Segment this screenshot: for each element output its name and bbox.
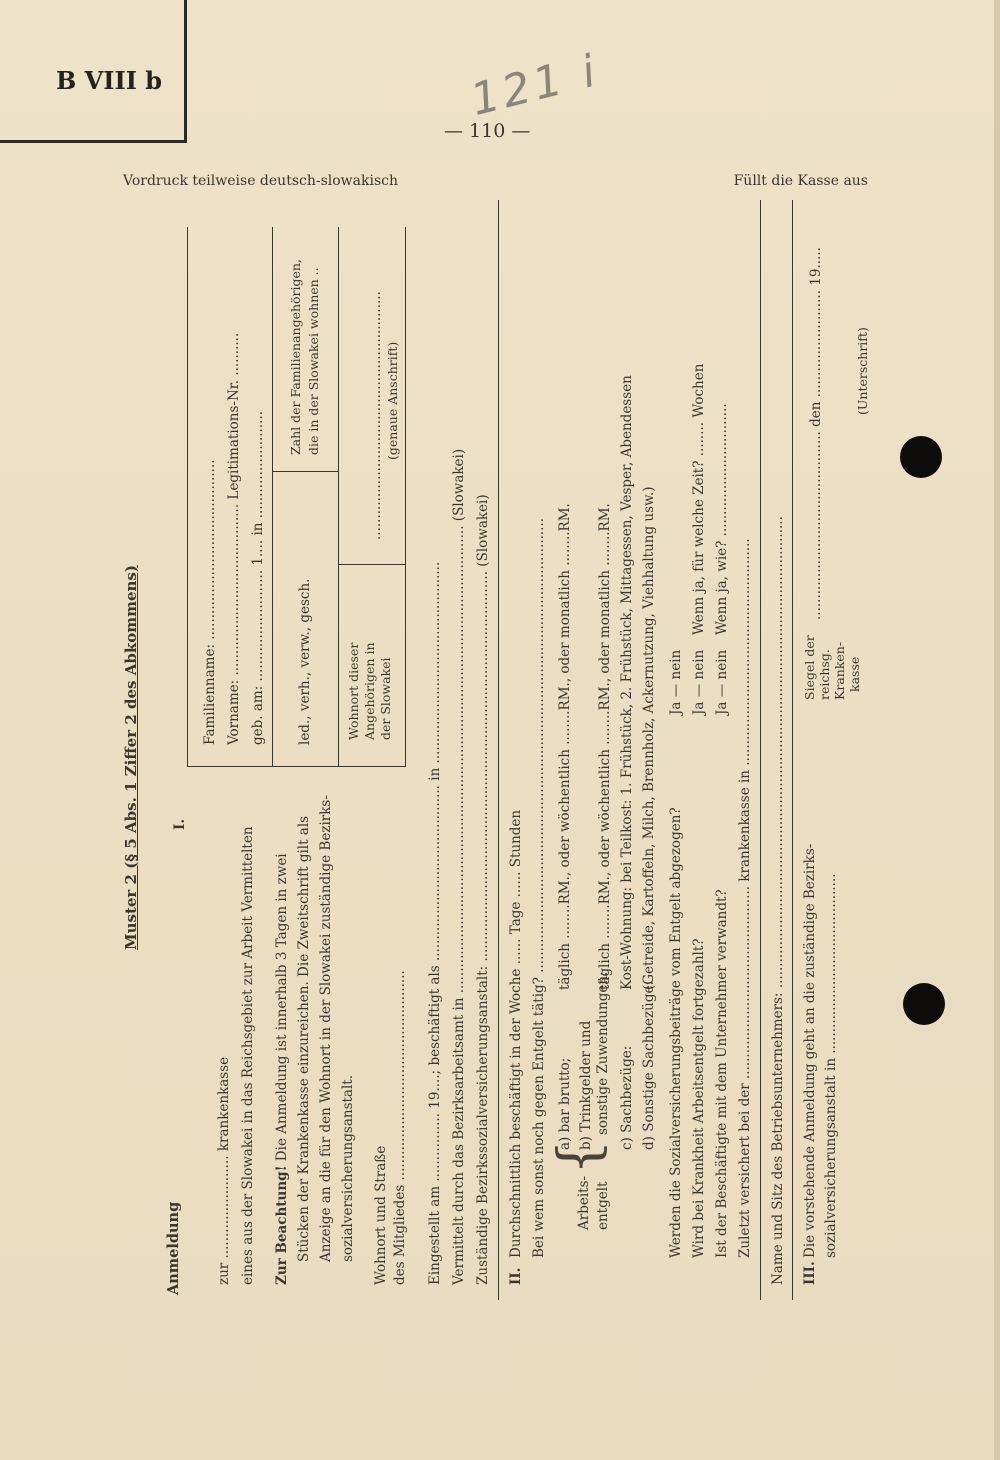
stamp-label: B VIII b [56, 66, 163, 95]
table-border-bottom [405, 227, 406, 767]
bar-brutto-label: a) bar brutto; [557, 1057, 573, 1150]
punch-hole-bottom [903, 983, 945, 1025]
anschrift-label: (genaue Anschrift) [385, 341, 400, 460]
betriebsunternehmer-line: Name und Sitz des Betriebsunternehmers: .............................................................................................................. [770, 516, 786, 1285]
familienname-field: Familienname: .......................................... [202, 459, 218, 745]
table-row-divider-2 [338, 227, 339, 767]
ort-datum-line: ............................................ den ......................... 19..... [808, 247, 824, 620]
table-border-top [187, 227, 188, 767]
zustaendig-line: Zuständige Bezirkssozialversicherungsanstalt: ........................................................................................... (Slowakei) [475, 494, 491, 1285]
note-line-1 [274, 853, 290, 1285]
anschrift-dots: .......................................................... [368, 291, 384, 540]
section3-numeral: III. [802, 1261, 818, 1285]
trinkgelder-label-2: sonstige Zuwendungen: [595, 971, 611, 1135]
rotated-form [120, 200, 900, 1300]
wohnort-label-1: Wohnort und Straße [373, 1145, 389, 1285]
krankheit-question: Wird bei Krankheit Arbeitsentgelt fortgezahlt? [691, 938, 707, 1258]
familienstand-field: led., verh., verw., gesch. [297, 578, 313, 745]
section1-numeral: I. [172, 818, 188, 830]
eines-vermittelten: eines aus der Slowakei in das Reichsgebiet zur Arbeit Vermittelten [240, 826, 256, 1285]
header-right: Füllt die Kasse aus [733, 173, 868, 189]
verwandt-followup: Wenn ja, wie? ............................... [714, 403, 730, 635]
section-divider-3 [792, 200, 793, 1300]
table-col-divider-2 [338, 564, 405, 565]
entgelt-taetig-line: Bei wem sonst noch gegen Entgelt tätig? .......................................................................................................... [531, 517, 547, 1258]
table-col-divider-1 [272, 471, 338, 472]
weiterleitung-line-1: Die vorstehende Anmeldung geht an die zuständige Bezirks- [802, 843, 818, 1258]
zur-krankenkasse: zur ........................ krankenkasse [216, 1056, 232, 1285]
zahl-angehoerige-1: Zahl der Familienangehörigen, [288, 259, 303, 455]
siegel-label-1: Siegel der [802, 635, 817, 700]
zuletzt-versichert-line: Zuletzt versichert bei der ............................................. krankenkasse in ..................................................... [737, 538, 753, 1258]
note-line-2: Stücken der Krankenkasse einzureichen. Die Zweitschrift gilt als [296, 815, 312, 1262]
arbeitsentgelt-label-2: entgelt [595, 1181, 611, 1230]
form-title: Muster 2 (§ 5 Abs. 1 Ziffer 2 des Abkommens) [122, 565, 140, 950]
section2-numeral: II. [508, 1267, 524, 1285]
page-edge [994, 0, 1000, 1460]
wohnort-angehoerige-2: Angehörigen in [362, 642, 377, 740]
table-row-divider-1 [272, 227, 273, 767]
verwandt-question: Ist der Beschäftigte mit dem Unternehmer verwandt? [714, 889, 730, 1258]
page-number: — 110 — [444, 120, 531, 142]
note-line-4: sozialversicherungsanstalt. [340, 1074, 356, 1262]
handwritten-number: 121 i [465, 45, 605, 126]
sonstige-values: (Getreide, Kartoffeln, Milch, Brennholz, Ackernutzung, Viehhaltung usw.) [641, 486, 657, 990]
brace-symbol: { [547, 1139, 612, 1175]
weiterleitung-line-2: sozialversicherungsanstalt in .......................................... [823, 873, 839, 1258]
section-divider-2 [760, 200, 761, 1300]
geburtsdatum-field: geb. am: .......................... 1.... in ......................... [250, 410, 266, 745]
beitraege-answer: Ja — nein [668, 649, 684, 715]
anmeldung-heading: Anmeldung [165, 1201, 182, 1295]
siegel-label-2: reichsg. [817, 649, 832, 700]
beschaeftigt-line: Durchschnittlich beschäftigt in der Woche ...... Tage ...... Stunden [508, 809, 524, 1258]
section-divider-1 [498, 200, 499, 1300]
wohnort-angehoerige-1: Wohnort dieser [346, 642, 361, 740]
stamp-box [0, 0, 187, 143]
note-text-1: Die Anmeldung ist innerhalb 3 Tagen in zwei [274, 853, 290, 1162]
unterschrift-label: (Unterschrift) [855, 327, 870, 415]
siegel-label-3: Kranken- [832, 641, 847, 700]
zahl-angehoerige-2: die in der Slowakei wohnen .. [306, 267, 321, 455]
sonstige-label: d) Sonstige Sachbezüge: [641, 980, 657, 1150]
krankheit-followup: Wenn ja, für welche Zeit? ........ Wochen [691, 363, 707, 635]
wohnort-label-2: des Mitgliedes ................................................. [392, 970, 408, 1285]
vorname-field: Vorname: ........................................ Legitimations-Nr. .......... [226, 332, 242, 745]
note-label: Zur Beachtung! [274, 1165, 290, 1285]
bar-brutto-values: täglich ........RM., oder wöchentlich ........RM., oder monatlich ........RM. [557, 503, 573, 990]
table-border-left [187, 766, 405, 767]
punch-hole-top [900, 436, 942, 478]
verwandt-answer: Ja — nein [714, 649, 730, 715]
eingestellt-line: Eingestellt am ................ 19....; beschäftigt als ......................................... in ............................................... [427, 561, 443, 1285]
header-left: Vordruck teilweise deutsch-slowakisch [123, 173, 399, 189]
trinkgelder-label-1: b) Trinkgelder und [578, 1020, 594, 1150]
trinkgelder-values: täglich ........RM., oder wöchentlich ........RM., oder monatlich ........RM. [597, 503, 613, 990]
wohnort-angehoerige-3: der Slowakei [378, 657, 393, 740]
sachbezuege-label: c) Sachbezüge: [619, 1045, 635, 1150]
siegel-label-4: kasse [847, 656, 862, 692]
krankheit-answer: Ja — nein [691, 649, 707, 715]
sachbezuege-values: Kost-Wohnung: bei Teilkost: 1. Frühstück, 2. Frühstück, Mittagessen, Vesper, Abendessen [619, 375, 635, 990]
vermittelt-line: Vermittelt durch das Bezirksarbeitsamt in ............................................................................................................. (Slowakei) [451, 448, 467, 1285]
arbeitsentgelt-label-1: Arbeits- [576, 1175, 592, 1230]
note-line-3: Anzeige an die für den Wohnort in der Slowakei zuständige Bezirks- [318, 795, 334, 1262]
beitraege-question: Werden die Sozialversicherungsbeiträge vom Entgelt abgezogen? [668, 807, 684, 1258]
